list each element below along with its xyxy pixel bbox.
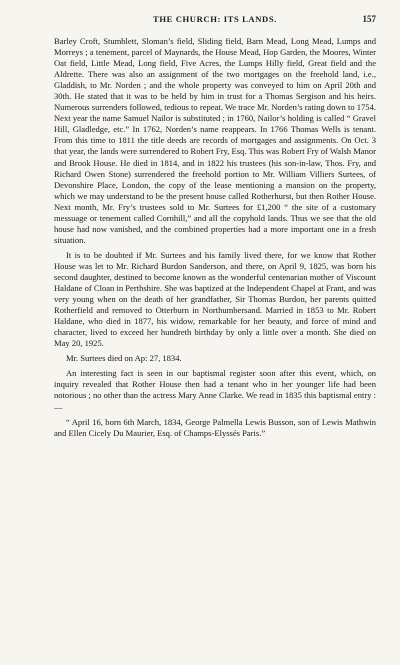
body-text [54,36,376,439]
paragraph-haldane: It is to be doubted if Mr. Surtees and his family lived there, for we know that Rother House was let to Mr. Richard Burdon Sanderson, and there, on April 9, 1825, was born his second daughter, destined to become known as the wonderful centenarian mother of Viscount Haldane of Cloan in Perthshire. She was baptized at the Independent Chapel at Frant, and was very young when on the death of her grandfather, Sir Thomas Burdon, her parents quitted Rotherfield and removed to Otterburn in Northumbersand. Married in 1853 to Mr. Robert Haldane, who died in 1877, his widow, remarkable for her beauty, and force of mind and character, lived to exceed her hundreth birthday by only a little over a month. She died on May 20, 1925. [54,249,376,349]
page-number: 157 [362,14,376,24]
running-header [54,14,376,28]
running-title: THE CHURCH: ITS LANDS. [153,14,277,24]
paragraph-baptismal-register: An interesting fact is seen in our baptismal register soon after this event, which, on inquiry revealed that Rother House then had a tenant who in her younger life had been notorious ; no other than the actress Mary Anne Clarke. We read in 1835 this baptismal entry :— [54,368,376,412]
paragraph-baptism-quote: “ April 16, born 6th March, 1834, George Palmella Lewis Busson, son of Lewis Mathwin and Ellen Cicely Du Maurier, Esq. of Champs-Elyssés Paris.” [54,416,376,438]
paragraph-surtees-death: Mr. Surtees died on Ap: 27, 1834. [66,353,182,364]
paragraph-land-history: Barley Croft, Stumblett, Sloman’s field, Sliding field, Barn Mead, Long Mead, Lumps and Morreys ; a tenement, parcel of Maynards, the House Mead, Hop Garden, the Moores, Winter Oat field, Little Mead, Long field, Five Acres, the Lumps Hilly field, Great field and the Aldrette. There was also an assignment of the two mortgages on the freehold land, i.e., Gladdish, to Mr. Norden ; and the whole property was conveyed to him on April 20th and 30th. He stated that it was to be held by him in trust for a Thomas Sergison and his heirs. Numerous surrenders followed, tedious to repeat. We trace Mr. Norden’s rating down to 1754. Next year the name Samuel Nailor is substituted ; in 1760, Nailor’s holding is called “ Gravel Hill, Gladledge, etc.” In 1762, Norden’s name reappears. In 1766 Thomas Wells is tenant. From this time to 1811 the title deeds are records of mortgages and assignments. On Oct. 3 that year, the lands were surrendered to Robert Fry, Esq. This was Robert Fry of Walsh Manor and Brook House. He died in 1814, and in 1822 his trustees (his son-in-law, Thos. Fry, and Richard Owen Stone) surrendered the freehold portion to Mr. William Villiers Surtees, of Devonshire Place, London, the copy of the lease mentioning a mansion on the property, which we may understand to be the present house called Rotherhurst, but then Rother House. Next month, Mr. Fry’s trustees sold to Mr. Surtees for £1,200 “ the site of a customary messuage or tenement called Cornhill,” and all the copyhold lands. Thus we see that the old house had now vanished, and the combined properties had a more important one in a fresh situation. [54,36,376,245]
